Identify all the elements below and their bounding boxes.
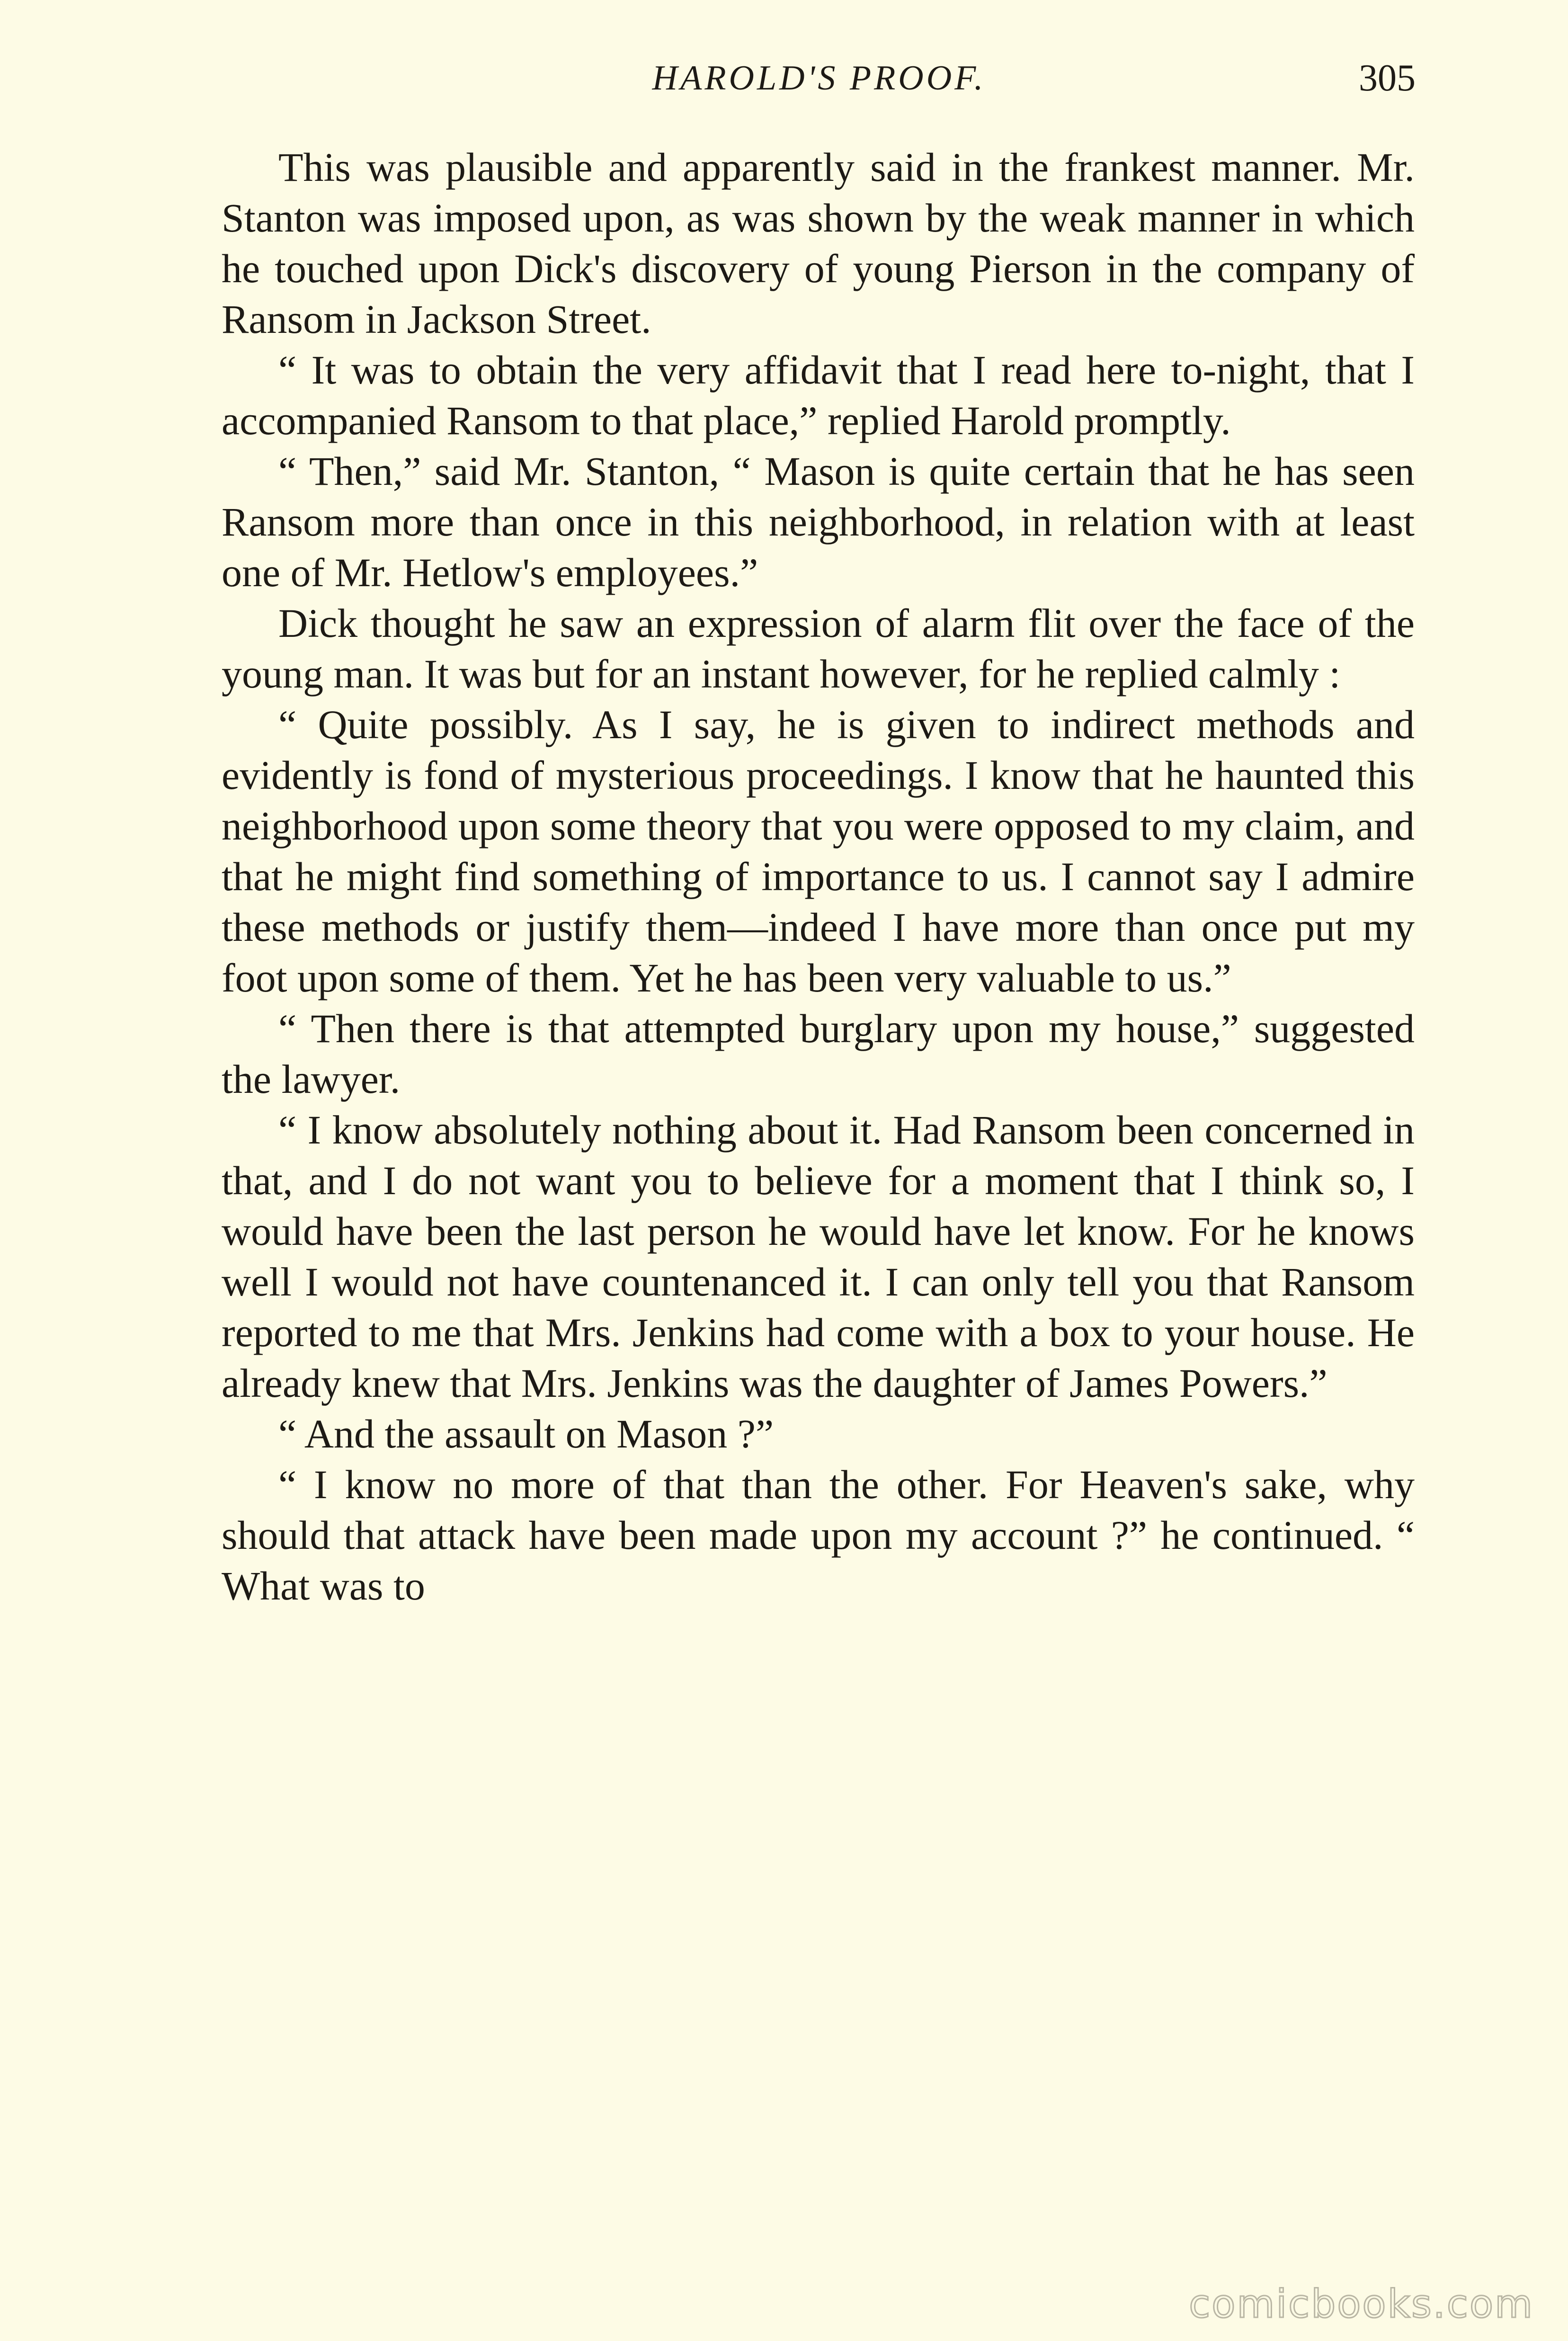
paragraph: “ Then,” said Mr. Stanton, “ Mason is quite certain that he has seen Ransom more than once in this neighborhood, in relation with at least one of Mr. Hetlow's employees.” [222,448,1415,595]
paragraph: Dick thought he saw an expression of alarm flit over the face of the young man. It was but for an instant however, for he replied calmly : [222,600,1415,697]
page-number: 305 [1359,57,1416,99]
paragraph: “ I know no more of that than the other. For Heaven's sake, why should that attack have been made upon my account ?” he continued. “ What was to [222,1462,1415,1608]
watermark: comicbooks.com [1189,2282,1534,2327]
running-head [223,50,1416,107]
paragraph: “ And the assault on Mason ?” [278,1411,774,1456]
paragraph: “ Quite possibly. As I say, he is given to indirect methods and evidently is fond of mysterious proceedings. I know that he haunted this neighborhood upon some theory that you were opposed to my claim, and that he might find something of importance to us. I cannot say I admire these methods or justify them—indeed I have more than once put my foot upon some of them. Yet he has been very valuable to us.” [222,702,1415,1001]
paragraph: “ Then there is that attempted burglary upon my house,” suggested the lawyer. [222,1006,1415,1102]
paragraph: “ I know absolutely nothing about it. Had Ransom been concerned in that, and I do not want you to believe for a moment that I think so, I would have been the last person he would have let know. For he knows well I would not have countenanced it. I can only tell you that Ransom reported to me that Mrs. Jenkins had come with a box to your house. He already knew that Mrs. Jenkins was the daughter of James Powers.” [222,1107,1415,1406]
paragraph: This was plausible and apparently said in the frankest manner. Mr. Stanton was imposed upon, as was shown by the weak manner in which he touched upon Dick's discovery of young Pierson in the company of Ransom in Jackson Street. [222,144,1415,342]
running-title: HAROLD'S PROOF. [652,59,986,98]
body-text [222,142,1415,1611]
paragraph: “ It was to obtain the very affidavit that I read here to-night, that I accompanied Ransom to that place,” replied Harold promptly. [222,347,1415,443]
